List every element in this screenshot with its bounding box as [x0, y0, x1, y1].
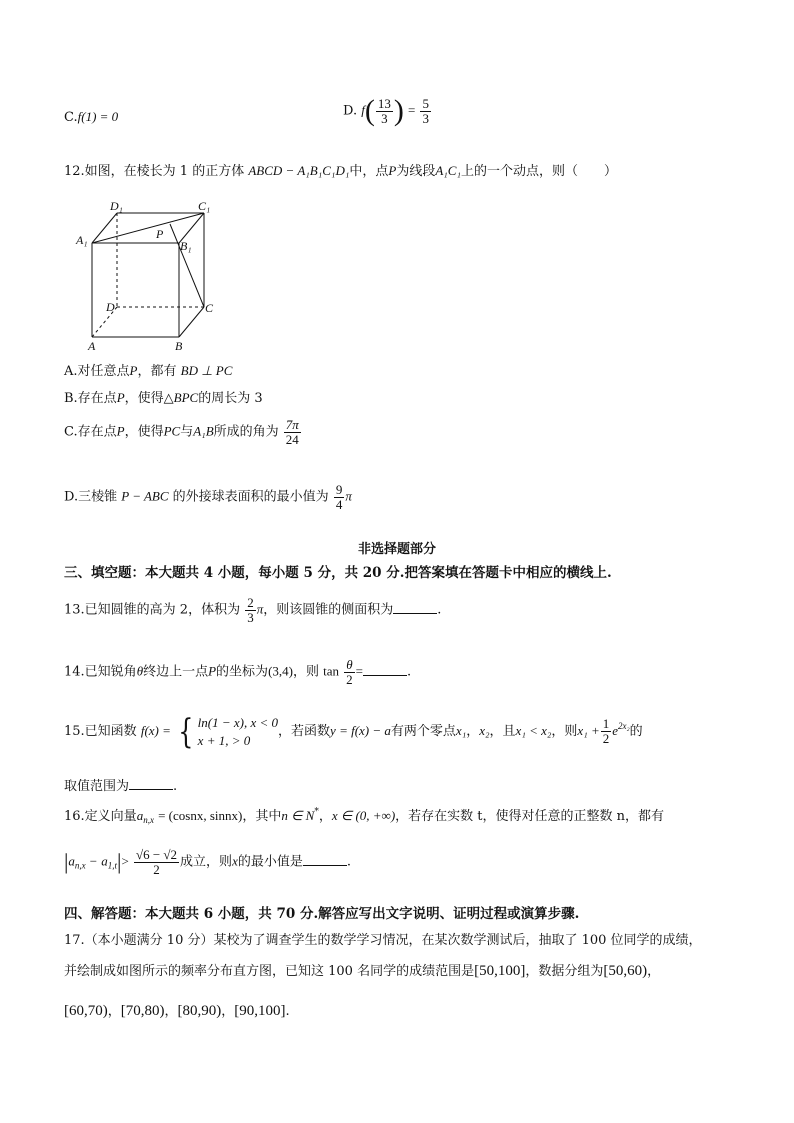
- fraction-num: 1: [602, 716, 610, 732]
- q12-option-c: [64, 418, 302, 446]
- fraction-num: 2: [247, 595, 254, 610]
- math: P: [208, 663, 217, 679]
- abs-bar: |: [117, 849, 122, 875]
- fraction-den: 2: [153, 861, 160, 877]
- option-math: f(1) = 0: [77, 109, 119, 124]
- math: [50,60): [603, 963, 648, 979]
- math: x: [232, 853, 238, 869]
- text: D.三棱锥: [64, 489, 118, 505]
- fraction-num: θ: [346, 657, 353, 672]
- fraction-den: 3: [422, 110, 429, 126]
- math: P: [129, 363, 138, 378]
- label-A1: A₁: [76, 233, 88, 247]
- abs-bar: |: [64, 849, 69, 875]
- fraction-den: 3: [247, 609, 254, 625]
- edge-A1D1: [92, 213, 117, 243]
- paren: (: [364, 94, 375, 127]
- math: PC: [163, 423, 181, 439]
- text: ，且: [489, 724, 516, 740]
- math: x ∈ (0, +∞): [331, 808, 396, 823]
- section-nonchoice-heading: 非选择题部分: [357, 542, 436, 557]
- text: 为线段: [396, 164, 436, 179]
- fraction: [245, 596, 256, 624]
- text: ，使得△: [124, 391, 174, 406]
- label-C1: C₁: [198, 199, 211, 213]
- q12-option-a: [64, 360, 232, 379]
- func-name: f: [361, 102, 365, 118]
- q15: [64, 711, 643, 752]
- paren: ): [393, 94, 404, 127]
- math: x₁ < x₂: [515, 723, 552, 739]
- fraction: [420, 97, 431, 125]
- fraction: [601, 717, 612, 745]
- math: = (cosnx, sinnx): [158, 808, 243, 823]
- fraction-num: 7π: [285, 417, 299, 432]
- text: 14.已知锐角: [64, 664, 137, 680]
- brace: {: [178, 711, 194, 752]
- fraction-num: 5: [422, 95, 429, 111]
- text: B.存在点: [64, 391, 117, 406]
- q17-line1: 17.（本小题满分 10 分）某校为了调查学生的数学学习情况，在某次数学测试后，抽取了 100 位同学的成绩，: [64, 933, 702, 948]
- text: .: [407, 664, 412, 680]
- math: P − ABC: [121, 488, 169, 504]
- math: ABCD − A₁B₁C₁D₁: [248, 163, 350, 178]
- answer-blank[interactable]: [393, 601, 437, 614]
- text: 有两个零点: [390, 724, 456, 740]
- q11-option-c: [64, 109, 118, 125]
- text: ，: [221, 1004, 235, 1019]
- section-3-heading: 三、填空题：本大题共 4 小题，每小题 5 分，共 20 分.把答案填在答题卡中相应的横线上.: [64, 565, 612, 581]
- text: 的周长为 3: [198, 391, 263, 406]
- label-C: C: [205, 301, 214, 315]
- text: ，其中: [242, 809, 282, 824]
- fraction-den: 24: [285, 431, 299, 447]
- case-2: x + 1, > 0: [197, 732, 251, 748]
- vector: a: [136, 808, 144, 823]
- q16: [64, 805, 664, 825]
- superscript: *: [314, 807, 319, 817]
- math: x₁ +: [577, 723, 600, 739]
- text: ，: [318, 809, 332, 824]
- q13: [64, 596, 441, 624]
- text: 与: [180, 424, 194, 440]
- math: [70,80): [120, 1003, 165, 1019]
- exponent: 2x₂: [618, 721, 630, 732]
- text: 12.如图，在棱长为 1 的正方体: [64, 164, 245, 179]
- fraction-den: 4: [335, 496, 343, 512]
- math: A₁B: [193, 423, 214, 439]
- text: .: [285, 1004, 290, 1019]
- text: ，使得: [124, 424, 164, 440]
- text: 13.已知圆锥的高为 2，体积为: [64, 602, 241, 618]
- q11-option-d: [343, 96, 432, 126]
- subscript: n,x: [143, 815, 154, 825]
- math: θ: [136, 663, 144, 679]
- text: 15.已知函数: [64, 724, 137, 740]
- text: 成立，则: [180, 854, 233, 870]
- label-D: D: [106, 300, 115, 314]
- q15-line2: [64, 775, 177, 794]
- cube-figure: [72, 196, 232, 352]
- option-label: D.: [343, 103, 358, 119]
- subscript: 1,t: [107, 860, 118, 871]
- text: 取值范围为: [64, 779, 130, 794]
- q12-option-b: [64, 387, 263, 406]
- text: 并绘制成如图所示的频率分布直方图，已知这 100 名同学的成绩范围是: [64, 964, 475, 979]
- answer-blank[interactable]: [363, 663, 407, 676]
- text: ，: [164, 1004, 178, 1019]
- fraction-num: 13: [377, 95, 391, 111]
- math: x₁: [455, 723, 467, 739]
- text: .: [437, 602, 442, 618]
- subscript: n,x: [74, 860, 86, 871]
- math: [60,70): [64, 1003, 108, 1019]
- math: y = f(x) − a: [330, 723, 391, 739]
- cases: [198, 714, 278, 749]
- text: ，则该圆锥的侧面积为: [263, 602, 394, 618]
- fraction-den: 2: [602, 731, 610, 747]
- q12-stem: [64, 160, 617, 179]
- text: ，数据分组为: [525, 964, 604, 979]
- greater-than: >: [121, 853, 129, 869]
- math: BD ⊥ PC: [180, 363, 233, 378]
- text: ，若函数: [278, 724, 331, 740]
- fraction-num: √6 − √2: [135, 847, 178, 862]
- text: 的坐标为: [216, 664, 269, 680]
- math: tan: [323, 663, 340, 679]
- q16-line2: [64, 848, 351, 876]
- math: [90,100]: [234, 1003, 286, 1019]
- text: ，都有: [137, 364, 177, 379]
- fraction-num: 9: [335, 482, 343, 497]
- answer-blank[interactable]: [303, 853, 347, 866]
- piecewise: [175, 711, 279, 752]
- label-A: A: [88, 339, 96, 352]
- fraction-den: 2: [346, 671, 353, 687]
- fraction-den: 3: [381, 110, 388, 126]
- text: A.对任意点: [64, 364, 130, 379]
- text: .: [346, 854, 351, 870]
- segment-PC: [170, 224, 204, 307]
- text: ，: [466, 724, 480, 740]
- q14: [64, 658, 411, 686]
- label-B: B: [175, 339, 183, 352]
- math: BPC: [173, 390, 199, 405]
- math: π: [256, 601, 264, 617]
- text: C.存在点: [64, 424, 117, 440]
- equals: =: [355, 663, 364, 679]
- text: 的: [629, 724, 643, 740]
- text: 的外接球表面积的最小值为: [172, 489, 329, 505]
- fraction: [284, 418, 301, 446]
- math: n ∈ N: [281, 808, 315, 823]
- q17-line2: [64, 960, 660, 980]
- label-D1: D₁: [110, 199, 123, 213]
- fraction: [334, 483, 345, 511]
- math: P: [116, 390, 125, 405]
- text: 中，点: [349, 164, 389, 179]
- text: ，则: [551, 724, 578, 740]
- section-4-heading: 四、解答题：本大题共 6 小题，共 70 分.解答应写出文字说明、证明过程或演算步骤.: [64, 906, 580, 922]
- math: A₁C₁: [435, 163, 461, 178]
- label-B1: B₁: [180, 239, 192, 253]
- option-label: C.: [64, 110, 78, 125]
- label-P: P: [156, 227, 164, 241]
- math: P: [388, 163, 397, 178]
- edge-BC: [179, 307, 204, 337]
- math: e: [612, 723, 619, 739]
- fraction: [344, 658, 355, 686]
- text: ，则: [292, 664, 319, 680]
- vector: a: [68, 853, 75, 869]
- text: ，: [647, 964, 661, 979]
- vector: a: [101, 853, 108, 869]
- text: ，若存在实数 t，使得对任意的正整数 n，都有: [395, 809, 665, 824]
- equals: =: [408, 102, 416, 118]
- text: 终边上一点: [143, 664, 209, 680]
- math: x₂: [479, 723, 490, 739]
- math: π: [345, 488, 352, 504]
- fraction: [134, 848, 179, 876]
- answer-blank[interactable]: [129, 777, 173, 790]
- math: f(x) =: [140, 723, 171, 739]
- text: .: [173, 779, 178, 794]
- math: (3,4): [268, 663, 293, 679]
- minus: −: [89, 853, 98, 869]
- text: ，: [107, 1004, 121, 1019]
- q17-line3: [64, 1000, 290, 1020]
- text: 所成的角为: [213, 424, 279, 440]
- case-1: ln(1 − x), x < 0: [197, 715, 279, 730]
- text: 上的一个动点，则（ ）: [461, 164, 618, 179]
- text: 16.定义向量: [64, 809, 137, 824]
- fraction: [376, 97, 393, 125]
- math: P: [116, 423, 125, 439]
- math: [80,90): [177, 1003, 222, 1019]
- math: [50,100]: [474, 963, 526, 979]
- q12-option-d: [64, 483, 352, 511]
- text: 的最小值是: [237, 854, 303, 870]
